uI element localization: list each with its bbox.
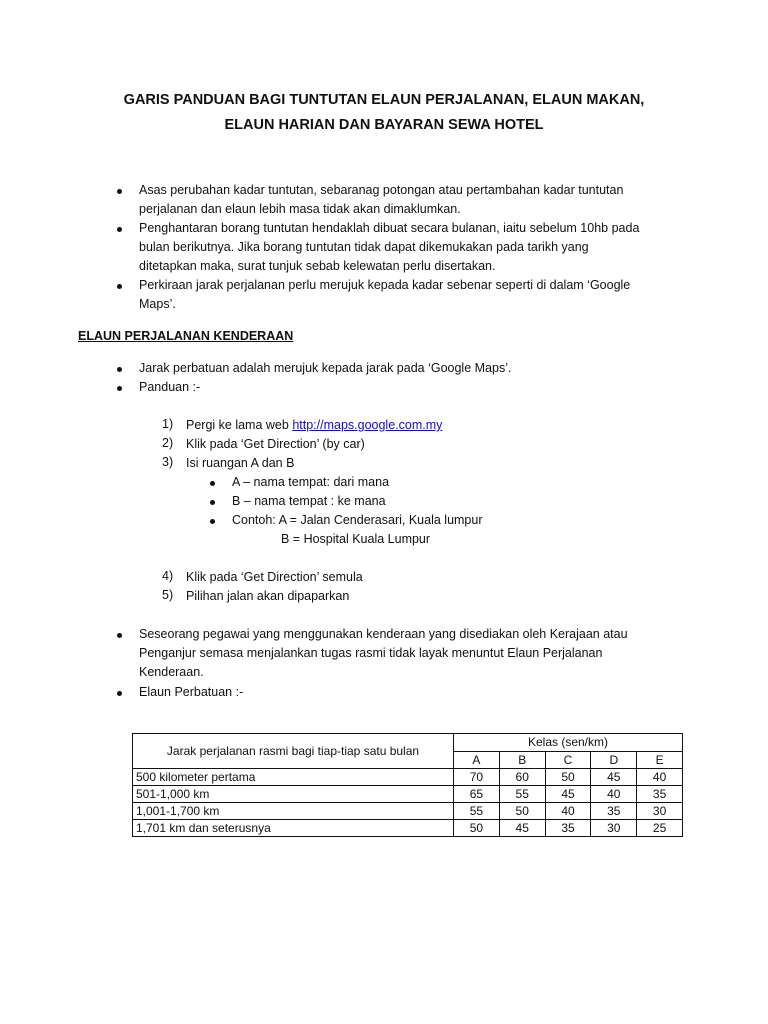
bullet-line: perjalanan dan elaun lebih masa tidak akan dimaklumkan. bbox=[139, 202, 461, 216]
rate-cell: 40 bbox=[545, 803, 591, 820]
sub-item-3: Contoh: A = Jalan Cenderasari, Kuala lumpur bbox=[232, 513, 483, 527]
step-3: Isi ruangan A dan B bbox=[186, 456, 295, 470]
step-4: Klik pada ‘Get Direction’ semula bbox=[186, 570, 363, 584]
table-row bbox=[133, 769, 683, 786]
bullet-line: Kenderaan. bbox=[139, 665, 204, 679]
rate-cell: 50 bbox=[454, 820, 500, 837]
step-number: 4) bbox=[162, 569, 174, 583]
class-header-a: A bbox=[454, 751, 500, 769]
sub-item-3-continued: B = Hospital Kuala Lumpur bbox=[281, 532, 431, 546]
rate-cell: 65 bbox=[454, 786, 500, 803]
rate-cell: 70 bbox=[454, 769, 500, 786]
distance-cell: 500 kilometer pertama bbox=[133, 769, 454, 786]
rate-cell: 40 bbox=[637, 769, 683, 786]
step-number: 2) bbox=[162, 436, 174, 450]
rate-cell: 55 bbox=[499, 786, 545, 803]
class-header-c: C bbox=[545, 751, 591, 769]
bullet-icon bbox=[210, 481, 215, 486]
table-row bbox=[133, 820, 683, 837]
intro-bullet-3 bbox=[139, 276, 719, 314]
intro-bullet-2 bbox=[139, 219, 719, 276]
bullet-icon bbox=[210, 519, 215, 524]
bullet-icon bbox=[117, 386, 122, 391]
bullet-icon bbox=[117, 691, 122, 696]
document-title bbox=[60, 88, 708, 138]
bullet-line: Penghantaran borang tuntutan hendaklah dibuat secara bulanan, iaitu sebelum 10hb pada bbox=[139, 221, 640, 235]
bullet-line: Asas perubahan kadar tuntutan, sebaranag potongan atau pertambahan kadar tuntutan bbox=[139, 183, 624, 197]
section-bullet-1: Jarak perbatuan adalah merujuk kepada jarak pada ‘Google Maps’. bbox=[139, 361, 512, 375]
bullet-line: Perkiraan jarak perjalanan perlu merujuk kepada kadar sebenar seperti di dalam ‘Google bbox=[139, 278, 631, 292]
title-line-2: ELAUN HARIAN DAN BAYARAN SEWA HOTEL bbox=[224, 117, 544, 133]
distance-column-header: Jarak perjalanan rasmi bagi tiap-tiap satu bulan bbox=[133, 734, 454, 769]
rate-cell: 45 bbox=[545, 786, 591, 803]
bullet-icon bbox=[117, 633, 122, 638]
intro-bullet-1 bbox=[139, 181, 719, 219]
step-1 bbox=[186, 416, 442, 435]
rate-cell: 45 bbox=[591, 769, 637, 786]
bullet-line: Maps’. bbox=[139, 297, 176, 311]
class-header-d: D bbox=[591, 751, 637, 769]
rate-cell: 60 bbox=[499, 769, 545, 786]
rate-cell: 40 bbox=[591, 786, 637, 803]
rate-cell: 55 bbox=[454, 803, 500, 820]
bullet-icon bbox=[117, 189, 122, 194]
bullet-line: ditetapkan maka, surat tunjuk sebab kelewatan perlu disertakan. bbox=[139, 259, 496, 273]
class-header-e: E bbox=[637, 751, 683, 769]
step-number: 5) bbox=[162, 588, 174, 602]
sub-item-2: B – nama tempat : ke mana bbox=[232, 494, 386, 508]
title-line-1: GARIS PANDUAN BAGI TUNTUTAN ELAUN PERJALANAN, ELAUN MAKAN, bbox=[123, 92, 645, 108]
sub-item-1: A – nama tempat: dari mana bbox=[232, 475, 390, 489]
bullet-icon bbox=[210, 500, 215, 505]
rate-cell: 50 bbox=[499, 803, 545, 820]
step-5: Pilihan jalan akan dipaparkan bbox=[186, 589, 350, 603]
bullet-line: Seseorang pegawai yang menggunakan kenderaan yang disediakan oleh Kerajaan atau bbox=[139, 627, 628, 641]
class-column-header: Kelas (sen/km) bbox=[454, 734, 683, 752]
distance-cell: 1,001-1,700 km bbox=[133, 803, 454, 820]
table-row bbox=[133, 786, 683, 803]
bullet-icon bbox=[117, 367, 122, 372]
bullet-icon bbox=[117, 284, 122, 289]
step-2: Klik pada ‘Get Direction’ (by car) bbox=[186, 437, 365, 451]
table-row bbox=[133, 803, 683, 820]
section-bullet-2: Panduan :- bbox=[139, 380, 201, 394]
rate-cell: 45 bbox=[499, 820, 545, 837]
rate-cell: 35 bbox=[545, 820, 591, 837]
section-heading: ELAUN PERJALANAN KENDERAAN bbox=[78, 329, 294, 343]
bullet-line: Penganjur semasa menjalankan tugas rasmi tidak layak menuntut Elaun Perjalanan bbox=[139, 646, 603, 660]
rate-cell: 35 bbox=[591, 803, 637, 820]
bullet-line: bulan berikutnya. Jika borang tuntutan tidak dapat dikemukakan pada tarikh yang bbox=[139, 240, 589, 254]
later-bullet-1 bbox=[139, 625, 719, 682]
step-number: 1) bbox=[162, 417, 174, 431]
rate-cell: 35 bbox=[637, 786, 683, 803]
bullet-icon bbox=[117, 227, 122, 232]
rate-cell: 25 bbox=[637, 820, 683, 837]
rate-cell: 30 bbox=[637, 803, 683, 820]
distance-cell: 501-1,000 km bbox=[133, 786, 454, 803]
distance-cell: 1,701 km dan seterusnya bbox=[133, 820, 454, 837]
rate-cell: 30 bbox=[591, 820, 637, 837]
table-header-row bbox=[133, 734, 683, 752]
rate-cell: 50 bbox=[545, 769, 591, 786]
step-number: 3) bbox=[162, 455, 174, 469]
google-maps-link[interactable]: http://maps.google.com.my bbox=[292, 418, 443, 432]
mileage-rate-table bbox=[132, 733, 683, 837]
step-text: Pergi ke lama web bbox=[186, 418, 293, 432]
later-bullet-2: Elaun Perbatuan :- bbox=[139, 685, 244, 699]
class-header-b: B bbox=[499, 751, 545, 769]
